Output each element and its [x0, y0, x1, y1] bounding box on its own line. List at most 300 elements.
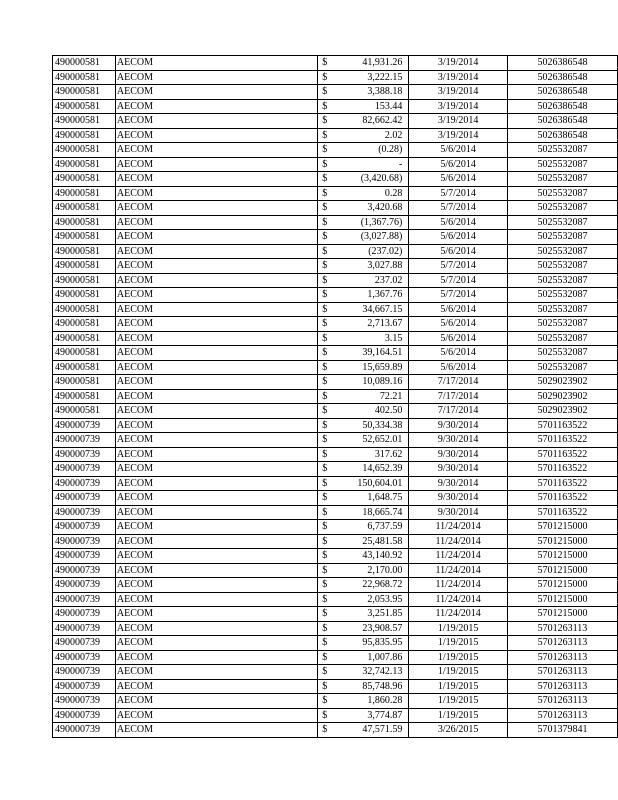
- vendor-name-cell: [115, 128, 317, 143]
- table-row: [53, 679, 618, 694]
- date-cell: 5/6/2014: [409, 215, 508, 230]
- vendor-name-cell: [115, 389, 317, 404]
- vendor-name-cell: [115, 70, 317, 85]
- vendor-name: AECOM: [116, 144, 154, 156]
- invoice-number-cell: 5025532087: [507, 360, 617, 375]
- vendor-name-cell: [115, 491, 317, 506]
- date-cell: 3/19/2014: [409, 99, 508, 114]
- currency-symbol: $: [322, 724, 328, 736]
- date-cell: 11/24/2014: [409, 520, 508, 535]
- vendor-number: 490000581: [55, 274, 100, 286]
- vendor-number-cell: [53, 578, 116, 593]
- table-row: [53, 708, 618, 723]
- vendor-name: AECOM: [116, 100, 154, 112]
- table-row: [53, 56, 618, 71]
- vendor-name-cell: [115, 621, 317, 636]
- amount-cell: [318, 694, 409, 709]
- vendor-number-cell: [53, 360, 116, 375]
- date-cell: 3/19/2014: [409, 128, 508, 143]
- vendor-number: 490000739: [55, 463, 100, 475]
- table-row: [53, 389, 618, 404]
- table-row: [53, 723, 618, 738]
- vendor-name-cell: [115, 259, 317, 274]
- invoice-number-cell: 5029023902: [507, 404, 617, 419]
- vendor-name: AECOM: [116, 245, 154, 257]
- date-cell: 3/19/2014: [409, 70, 508, 85]
- invoice-number-cell: 5025532087: [507, 259, 617, 274]
- amount-value: 6,737.59: [367, 521, 403, 532]
- amount-value: 153.44: [374, 100, 403, 112]
- vendor-number-cell: [53, 114, 116, 129]
- invoice-number-cell: 5701215000: [507, 607, 617, 622]
- currency-symbol: $: [322, 332, 328, 344]
- vendor-name: AECOM: [116, 115, 154, 127]
- amount-cell: [318, 549, 409, 564]
- vendor-number: 490000739: [55, 535, 100, 547]
- invoice-number-cell: 5025532087: [507, 230, 617, 245]
- invoice-number-cell: 5701163522: [507, 433, 617, 448]
- table-row: [53, 520, 618, 535]
- vendor-name-cell: [115, 172, 317, 187]
- vendor-number: 490000581: [55, 71, 100, 83]
- amount-cell: [318, 331, 409, 346]
- date-cell: 11/24/2014: [409, 607, 508, 622]
- invoice-number-cell: 5025532087: [507, 331, 617, 346]
- vendor-number-cell: [53, 534, 116, 549]
- vendor-name-cell: [115, 317, 317, 332]
- vendor-name-cell: [115, 273, 317, 288]
- invoice-number-cell: 5025532087: [507, 244, 617, 259]
- currency-symbol: $: [322, 158, 328, 170]
- table-row: [53, 375, 618, 390]
- amount-value: 82,662.42: [362, 115, 403, 126]
- amount-cell: [318, 636, 409, 651]
- amount-value: 15,659.89: [362, 361, 403, 373]
- vendor-number: 490000581: [55, 158, 100, 170]
- table-row: [53, 244, 618, 259]
- amount-value: 237.02: [374, 274, 403, 286]
- vendor-number-cell: [53, 244, 116, 259]
- amount-cell: [318, 143, 409, 158]
- invoice-number-cell: 5026386548: [507, 128, 617, 143]
- date-cell: 9/30/2014: [409, 476, 508, 491]
- amount-cell: [318, 679, 409, 694]
- amount-value: 43,140.92: [362, 550, 403, 561]
- table-row: [53, 694, 618, 709]
- vendor-number-cell: [53, 607, 116, 622]
- date-cell: 5/6/2014: [409, 172, 508, 187]
- invoice-number-cell: 5025532087: [507, 201, 617, 216]
- invoice-number-cell: 5026386548: [507, 114, 617, 129]
- amount-cell: [318, 505, 409, 520]
- vendor-number: 490000581: [55, 318, 100, 330]
- amount-cell: [318, 85, 409, 100]
- amount-value: 34,667.15: [362, 303, 403, 315]
- date-cell: 3/19/2014: [409, 114, 508, 129]
- vendor-number-cell: [53, 418, 116, 433]
- vendor-name: AECOM: [116, 448, 154, 460]
- date-cell: 1/19/2015: [409, 665, 508, 680]
- vendor-number-cell: [53, 70, 116, 85]
- invoice-number-cell: 5701215000: [507, 578, 617, 593]
- amount-cell: [318, 56, 409, 71]
- vendor-name-cell: [115, 418, 317, 433]
- date-cell: 3/26/2015: [409, 723, 508, 738]
- table-row: [53, 85, 618, 100]
- vendor-name-cell: [115, 592, 317, 607]
- currency-symbol: $: [322, 506, 328, 518]
- currency-symbol: $: [322, 347, 328, 359]
- amount-cell: [318, 578, 409, 593]
- invoice-number-cell: 5025532087: [507, 215, 617, 230]
- amount-value: 52,652.01: [362, 434, 403, 445]
- vendor-name: AECOM: [116, 216, 154, 228]
- date-cell: 5/6/2014: [409, 360, 508, 375]
- invoice-number-cell: 5025532087: [507, 172, 617, 187]
- table-row: [53, 331, 618, 346]
- invoice-number-cell: 5025532087: [507, 143, 617, 158]
- vendor-number-cell: [53, 259, 116, 274]
- vendor-name: AECOM: [116, 550, 154, 562]
- currency-symbol: $: [322, 57, 328, 69]
- currency-symbol: $: [322, 448, 328, 460]
- vendor-name: AECOM: [116, 260, 154, 272]
- currency-symbol: $: [322, 318, 328, 330]
- date-cell: 11/24/2014: [409, 534, 508, 549]
- invoice-number-cell: 5701163522: [507, 476, 617, 491]
- invoice-number-cell: 5025532087: [507, 186, 617, 201]
- vendor-name: AECOM: [116, 376, 154, 388]
- amount-cell: [318, 592, 409, 607]
- date-cell: 1/19/2015: [409, 621, 508, 636]
- date-cell: 11/24/2014: [409, 578, 508, 593]
- vendor-number: 490000739: [55, 564, 100, 576]
- currency-symbol: $: [322, 622, 328, 634]
- vendor-name-cell: [115, 186, 317, 201]
- amount-value: 47,571.59: [362, 724, 403, 735]
- vendor-name: AECOM: [116, 579, 154, 591]
- date-cell: 5/7/2014: [409, 201, 508, 216]
- date-cell: 7/17/2014: [409, 375, 508, 390]
- currency-symbol: $: [322, 593, 328, 605]
- vendor-name: AECOM: [116, 666, 154, 678]
- date-cell: 5/6/2014: [409, 157, 508, 172]
- amount-value: 3,774.87: [367, 709, 403, 721]
- table-row: [53, 215, 618, 230]
- vendor-number-cell: [53, 288, 116, 303]
- amount-value: 14,652.39: [362, 463, 403, 474]
- vendor-number-cell: [53, 346, 116, 361]
- table-row: [53, 128, 618, 143]
- date-cell: 5/7/2014: [409, 273, 508, 288]
- vendor-number-cell: [53, 375, 116, 390]
- currency-symbol: $: [322, 260, 328, 272]
- vendor-name: AECOM: [116, 477, 154, 489]
- vendor-name-cell: [115, 578, 317, 593]
- vendor-number: 490000739: [55, 448, 100, 460]
- amount-cell: [318, 607, 409, 622]
- table-row: [53, 230, 618, 245]
- amount-value: 50,334.38: [362, 419, 403, 431]
- vendor-number: 490000739: [55, 680, 100, 692]
- amount-value: 0.28: [384, 187, 403, 199]
- vendor-number: 490000581: [55, 289, 100, 301]
- amount-value: 1,367.76: [367, 289, 403, 300]
- currency-symbol: $: [322, 86, 328, 98]
- vendor-name: AECOM: [116, 332, 154, 344]
- amount-value: 150,604.01: [357, 477, 403, 489]
- invoice-number-cell: 5701263113: [507, 650, 617, 665]
- vendor-name-cell: [115, 534, 317, 549]
- vendor-name-cell: [115, 143, 317, 158]
- payment-table-body: [53, 56, 618, 738]
- invoice-number-cell: 5701163522: [507, 491, 617, 506]
- vendor-number: 490000581: [55, 86, 100, 98]
- amount-cell: [318, 99, 409, 114]
- vendor-name-cell: [115, 607, 317, 622]
- amount-value: 1,007.86: [367, 651, 403, 663]
- date-cell: 11/24/2014: [409, 592, 508, 607]
- invoice-number-cell: 5025532087: [507, 346, 617, 361]
- vendor-name: AECOM: [116, 434, 154, 446]
- date-cell: 5/6/2014: [409, 244, 508, 259]
- table-row: [53, 70, 618, 85]
- amount-cell: [318, 723, 409, 738]
- currency-symbol: $: [322, 550, 328, 562]
- invoice-number-cell: 5701263113: [507, 708, 617, 723]
- vendor-name-cell: [115, 723, 317, 738]
- amount-value: 2,713.67: [367, 318, 403, 329]
- vendor-number-cell: [53, 665, 116, 680]
- vendor-name-cell: [115, 288, 317, 303]
- date-cell: 1/19/2015: [409, 650, 508, 665]
- vendor-number-cell: [53, 302, 116, 317]
- vendor-number-cell: [53, 636, 116, 651]
- table-row: [53, 157, 618, 172]
- vendor-name-cell: [115, 404, 317, 419]
- invoice-number-cell: 5026386548: [507, 99, 617, 114]
- vendor-name: AECOM: [116, 129, 154, 141]
- table-row: [53, 563, 618, 578]
- vendor-number-cell: [53, 476, 116, 491]
- amount-cell: [318, 157, 409, 172]
- invoice-number-cell: 5701215000: [507, 549, 617, 564]
- currency-symbol: $: [322, 608, 328, 620]
- date-cell: 9/30/2014: [409, 505, 508, 520]
- amount-cell: [318, 114, 409, 129]
- vendor-name: AECOM: [116, 405, 154, 417]
- amount-value: 95,835.95: [362, 637, 403, 648]
- vendor-name: AECOM: [116, 608, 154, 620]
- vendor-name: AECOM: [116, 86, 154, 98]
- vendor-name: AECOM: [116, 187, 154, 199]
- vendor-number: 490000581: [55, 115, 100, 127]
- vendor-number-cell: [53, 143, 116, 158]
- date-cell: 1/19/2015: [409, 708, 508, 723]
- amount-value: 32,742.13: [362, 666, 403, 677]
- invoice-number-cell: 5701263113: [507, 665, 617, 680]
- amount-value: 2,053.95: [367, 593, 403, 605]
- vendor-number-cell: [53, 201, 116, 216]
- currency-symbol: $: [322, 390, 328, 402]
- vendor-number-cell: [53, 128, 116, 143]
- vendor-name-cell: [115, 447, 317, 462]
- invoice-number-cell: 5025532087: [507, 317, 617, 332]
- vendor-number: 490000581: [55, 100, 100, 112]
- vendor-name: AECOM: [116, 71, 154, 83]
- currency-symbol: $: [322, 405, 328, 417]
- amount-value: 1,648.75: [367, 492, 403, 503]
- vendor-name-cell: [115, 157, 317, 172]
- date-cell: 11/24/2014: [409, 549, 508, 564]
- table-row: [53, 578, 618, 593]
- amount-value: 72.21: [379, 390, 403, 402]
- vendor-name: AECOM: [116, 202, 154, 214]
- vendor-name: AECOM: [116, 622, 154, 634]
- invoice-number-cell: 5026386548: [507, 85, 617, 100]
- vendor-number-cell: [53, 317, 116, 332]
- amount-value: 85,748.96: [362, 680, 403, 692]
- vendor-name: AECOM: [116, 637, 154, 649]
- table-row: [53, 186, 618, 201]
- vendor-name-cell: [115, 360, 317, 375]
- currency-symbol: $: [322, 303, 328, 315]
- vendor-number-cell: [53, 56, 116, 71]
- table-row: [53, 418, 618, 433]
- amount-cell: [318, 215, 409, 230]
- vendor-name-cell: [115, 549, 317, 564]
- vendor-number: 490000581: [55, 260, 100, 272]
- amount-value: 317.62: [374, 448, 403, 460]
- vendor-name-cell: [115, 201, 317, 216]
- table-row: [53, 201, 618, 216]
- date-cell: 1/19/2015: [409, 694, 508, 709]
- vendor-name: AECOM: [116, 492, 154, 504]
- currency-symbol: $: [322, 245, 328, 257]
- vendor-number: 490000581: [55, 390, 100, 402]
- amount-cell: [318, 172, 409, 187]
- invoice-number-cell: 5026386548: [507, 70, 617, 85]
- vendor-number: 490000581: [55, 202, 100, 214]
- amount-value: 23,908.57: [362, 622, 403, 634]
- amount-cell: [318, 375, 409, 390]
- vendor-number-cell: [53, 172, 116, 187]
- date-cell: 3/19/2014: [409, 56, 508, 71]
- vendor-name-cell: [115, 244, 317, 259]
- vendor-number-cell: [53, 99, 116, 114]
- amount-value: 3.15: [384, 332, 403, 344]
- date-cell: 11/24/2014: [409, 563, 508, 578]
- currency-symbol: $: [322, 173, 328, 185]
- invoice-number-cell: 5701163522: [507, 462, 617, 477]
- currency-symbol: $: [322, 535, 328, 547]
- table-row: [53, 273, 618, 288]
- vendor-number: 490000739: [55, 434, 100, 446]
- vendor-name: AECOM: [116, 57, 154, 69]
- vendor-number: 490000739: [55, 709, 100, 721]
- amount-value: 10,089.16: [362, 376, 403, 387]
- vendor-number: 490000581: [55, 405, 100, 417]
- vendor-name-cell: [115, 462, 317, 477]
- currency-symbol: $: [322, 71, 328, 83]
- vendor-number: 490000581: [55, 376, 100, 388]
- date-cell: 5/6/2014: [409, 346, 508, 361]
- vendor-name-cell: [115, 476, 317, 491]
- vendor-number: 490000581: [55, 216, 100, 228]
- vendor-number-cell: [53, 447, 116, 462]
- vendor-number-cell: [53, 85, 116, 100]
- vendor-name: AECOM: [116, 593, 154, 605]
- vendor-number-cell: [53, 331, 116, 346]
- vendor-name-cell: [115, 505, 317, 520]
- table-row: [53, 114, 618, 129]
- table-row: [53, 491, 618, 506]
- vendor-name-cell: [115, 708, 317, 723]
- vendor-number-cell: [53, 723, 116, 738]
- table-row: [53, 172, 618, 187]
- invoice-number-cell: 5701263113: [507, 679, 617, 694]
- table-row: [53, 346, 618, 361]
- vendor-name-cell: [115, 375, 317, 390]
- invoice-number-cell: 5029023902: [507, 389, 617, 404]
- amount-value: 3,222.15: [367, 71, 403, 83]
- vendor-number-cell: [53, 694, 116, 709]
- currency-symbol: $: [322, 361, 328, 373]
- vendor-name-cell: [115, 520, 317, 535]
- vendor-number: 490000739: [55, 622, 100, 634]
- amount-cell: [318, 186, 409, 201]
- table-row: [53, 549, 618, 564]
- table-row: [53, 462, 618, 477]
- invoice-number-cell: 5701263113: [507, 694, 617, 709]
- vendor-name: AECOM: [116, 463, 154, 475]
- amount-value: 22,968.72: [362, 579, 403, 590]
- vendor-name: AECOM: [116, 289, 154, 301]
- currency-symbol: $: [322, 231, 328, 243]
- amount-cell: [318, 418, 409, 433]
- currency-symbol: $: [322, 637, 328, 649]
- vendor-name: AECOM: [116, 695, 154, 707]
- currency-symbol: $: [322, 144, 328, 156]
- amount-value: 1,860.28: [367, 695, 403, 706]
- vendor-name: AECOM: [116, 651, 154, 663]
- currency-symbol: $: [322, 216, 328, 228]
- amount-value: 3,388.18: [367, 86, 403, 97]
- vendor-number-cell: [53, 520, 116, 535]
- currency-symbol: $: [322, 187, 328, 199]
- invoice-number-cell: 5701379841: [507, 723, 617, 738]
- amount-cell: [318, 665, 409, 680]
- vendor-number-cell: [53, 389, 116, 404]
- vendor-number: 490000739: [55, 419, 100, 431]
- vendor-number: 490000739: [55, 506, 100, 518]
- table-row: [53, 592, 618, 607]
- currency-symbol: $: [322, 289, 328, 301]
- date-cell: 7/17/2014: [409, 389, 508, 404]
- invoice-number-cell: 5701263113: [507, 621, 617, 636]
- vendor-name-cell: [115, 302, 317, 317]
- currency-symbol: $: [322, 202, 328, 214]
- table-row: [53, 607, 618, 622]
- invoice-number-cell: 5701215000: [507, 563, 617, 578]
- currency-symbol: $: [322, 129, 328, 141]
- vendor-name: AECOM: [116, 158, 154, 170]
- vendor-name-cell: [115, 230, 317, 245]
- vendor-number-cell: [53, 650, 116, 665]
- amount-cell: [318, 230, 409, 245]
- vendor-name: AECOM: [116, 231, 154, 243]
- vendor-number: 490000739: [55, 593, 100, 605]
